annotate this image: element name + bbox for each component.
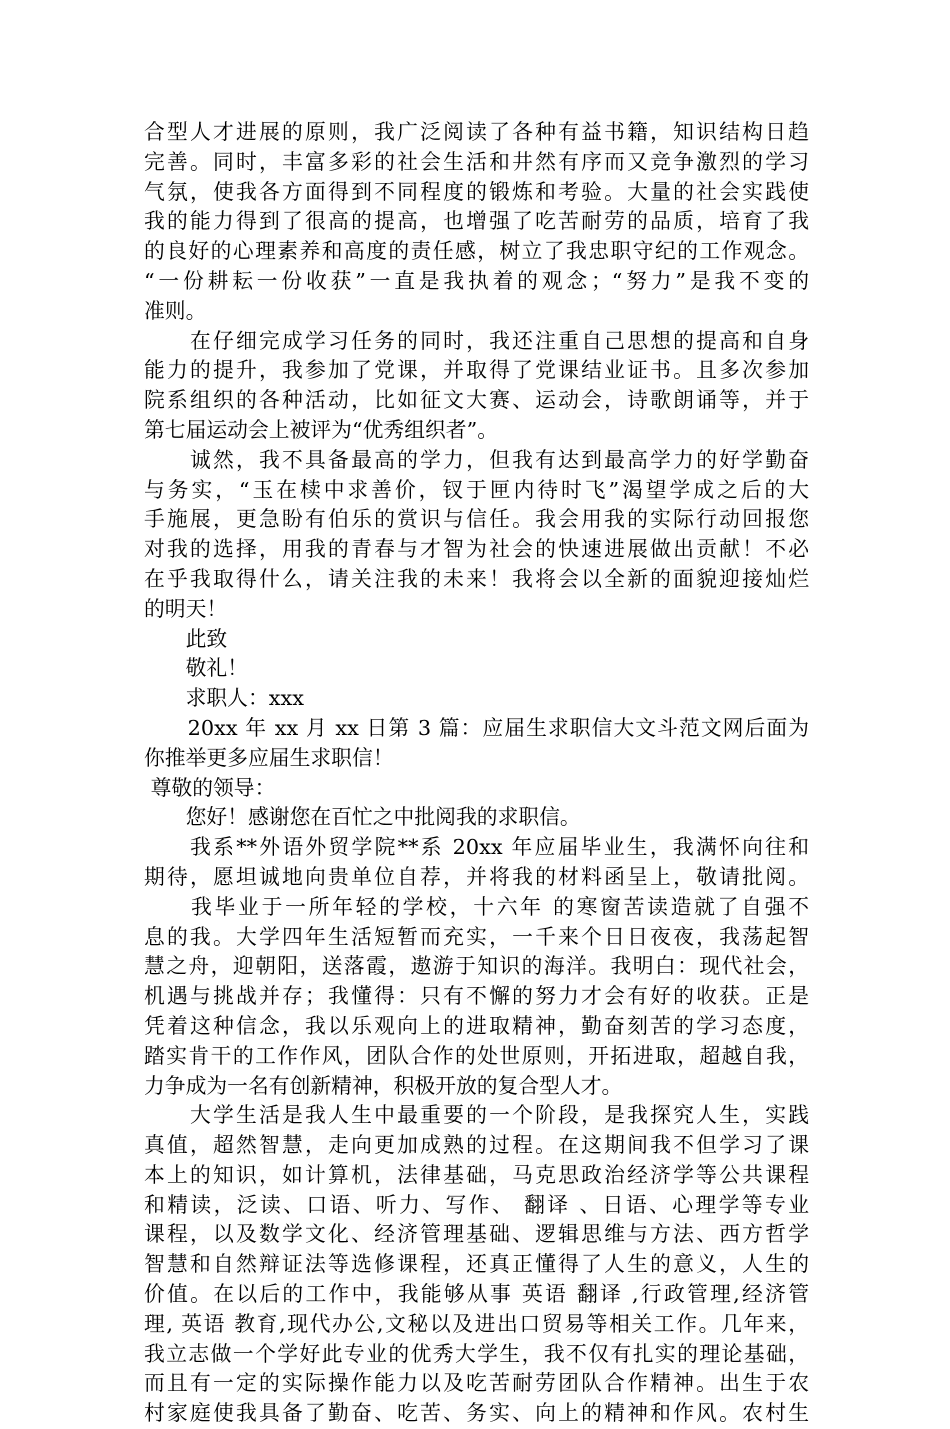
text-line: 完善。同时，丰富多彩的社会生活和井然有序而又竞争激烈的学习 bbox=[144, 149, 809, 174]
text-line: 院系组织的各种活动，比如征文大赛、运动会，诗歌朗诵等，并于 bbox=[144, 388, 809, 413]
text-line: 的良好的心理素养和高度的责任感，树立了我忠职守纪的工作观念。 bbox=[144, 239, 809, 264]
text-line: 机遇与挑战并存；我懂得：只有不懈的努力才会有好的收获。正是 bbox=[144, 984, 809, 1009]
text-line: 我毕业于一所年轻的学校，十六年 的寒窗苦读造就了自强不 bbox=[144, 894, 809, 919]
text-line: 大学生活是我人生中最重要的一个阶段，是我探究人生，实践 bbox=[144, 1103, 809, 1128]
text-line: 合型人才进展的原则，我广泛阅读了各种有益书籍，知识结构日趋 bbox=[144, 120, 809, 144]
text-line: 气氛，使我各方面得到不同程度的锻炼和考验。大量的社会实践使 bbox=[144, 179, 809, 204]
text-line: 此致 bbox=[144, 626, 228, 651]
text-line: 敬礼！ bbox=[144, 656, 248, 681]
text-line: 20xx 年 xx 月 xx 日第 3 篇：应届生求职信大文斗范文网后面为 bbox=[144, 715, 809, 740]
text-line: 在仔细完成学习任务的同时，我还注重自己思想的提高和自身 bbox=[144, 328, 809, 353]
text-line: 对我的选择，用我的青春与才智为社会的快速进展做出贡献！不必 bbox=[144, 537, 809, 562]
text-line: 价值。在以后的工作中，我能够从事 英语 翻译 ,行政管理,经济管 bbox=[144, 1282, 809, 1307]
text-line: 本上的知识，如计算机，法律基础，马克思政治经济学等公共课程 bbox=[144, 1162, 809, 1187]
text-line: 尊敬的领导： bbox=[144, 775, 276, 800]
text-line: 在乎我取得什么，请关注我的未来！我将会以全新的面貌迎接灿烂 bbox=[144, 566, 809, 591]
text-line: 村家庭使我具备了勤奋、吃苦、务实、向上的精神和作风。农村生 bbox=[144, 1401, 809, 1426]
text-line: 的明天！ bbox=[144, 596, 228, 621]
text-line: 凭着这种信念，我以乐观向上的进取精神，勤奋刻苦的学习态度， bbox=[144, 1013, 809, 1038]
text-line: 诚然，我不具备最高的学力，但我有达到最高学力的好学勤奋 bbox=[144, 447, 809, 472]
text-line: 与务实，“玉在椟中求善价，钗于匣内待时飞”渴望学成之后的大 bbox=[144, 477, 809, 502]
text-line: 踏实肯干的工作作风，团队合作的处世原则，开拓进取，超越自我， bbox=[144, 1043, 809, 1068]
text-line: 智慧和自然辩证法等选修课程，还真正懂得了人生的意义，人生的 bbox=[144, 1252, 809, 1277]
text-line: 期待，愿坦诚地向贵单位自荐，并将我的材料函呈上，敬请批阅。 bbox=[144, 864, 809, 889]
text-line: 准则。 bbox=[144, 298, 207, 323]
text-line: 课程，以及数学文化、经济管理基础、逻辑思维与方法、西方哲学 bbox=[144, 1222, 809, 1247]
text-line: 理, 英语 教育,现代办公,文秘以及进出口贸易等相关工作。几年来， bbox=[144, 1311, 809, 1336]
text-line: 力争成为一名有创新精神，积极开放的复合型人才。 bbox=[144, 1073, 623, 1098]
text-line: 您好！感谢您在百忙之中批阅我的求职信。 bbox=[144, 805, 581, 830]
text-line: 息的我。大学四年生活短暂而充实，一千来个日日夜夜，我荡起智 bbox=[144, 924, 809, 949]
text-line: 真值，超然智慧，走向更加成熟的过程。在这期间我不但学习了课 bbox=[144, 1133, 809, 1158]
text-line: 我的能力得到了很高的提高，也增强了吃苦耐劳的品质，培育了我 bbox=[144, 209, 809, 234]
text-line: 而且有一定的实际操作能力以及吃苦耐劳团队合作精神。出生于农 bbox=[144, 1371, 809, 1396]
text-line: 求职人：xxx bbox=[144, 686, 304, 711]
text-line: 我立志做一个学好此专业的优秀大学生，我不仅有扎实的理论基础， bbox=[144, 1341, 809, 1366]
text-line: 能力的提升，我参加了党课，并取得了党课结业证书。且多次参加 bbox=[144, 358, 809, 383]
text-line: 和精读，泛读、口语、听力、写作、 翻译 、日语、心理学等专业 bbox=[144, 1192, 809, 1217]
text-line: 慧之舟，迎朝阳，送落霞，遨游于知识的海洋。我明白：现代社会， bbox=[144, 954, 809, 979]
text-line: 你推举更多应届生求职信！ bbox=[144, 745, 394, 770]
text-line: 手施展，更急盼有伯乐的赏识与信任。我会用我的实际行动回报您 bbox=[144, 507, 809, 532]
document-page bbox=[144, 118, 809, 1429]
text-line: “一份耕耘一份收获”一直是我执着的观念；“努力”是我不变的 bbox=[144, 268, 809, 293]
text-line: 第七届运动会上被评为“优秀组织者”。 bbox=[144, 417, 499, 442]
text-line: 我系**外语外贸学院**系 20xx 年应届毕业生，我满怀向往和 bbox=[144, 835, 809, 860]
